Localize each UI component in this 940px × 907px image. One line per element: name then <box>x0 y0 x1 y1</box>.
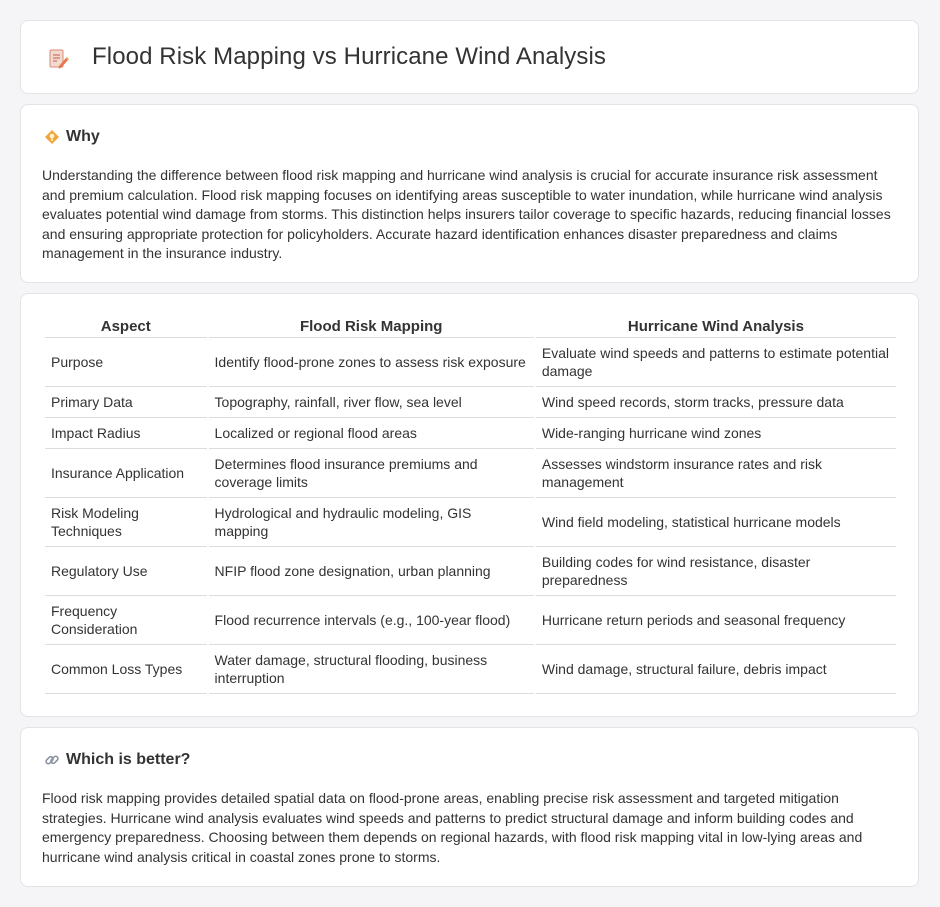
row-aspect: Primary Data <box>45 387 207 418</box>
better-heading: Which is better? <box>66 751 191 768</box>
page-title: Flood Risk Mapping vs Hurricane Wind Analysis <box>92 43 607 70</box>
row-hurricane: Evaluate wind speeds and patterns to estimate potential damage <box>536 338 896 387</box>
table-header-row <box>45 316 896 338</box>
table-row <box>45 596 896 645</box>
row-aspect: Regulatory Use <box>45 547 207 596</box>
document-pencil-icon <box>47 48 69 70</box>
row-aspect: Risk Modeling Techniques <box>45 498 207 547</box>
table-row <box>45 547 896 596</box>
table-row <box>45 498 896 547</box>
header-aspect: Aspect <box>45 316 207 338</box>
which-is-better-section <box>20 727 919 887</box>
better-heading-row <box>44 750 190 770</box>
row-aspect: Purpose <box>45 338 207 387</box>
row-hurricane: Building codes for wind resistance, disaster preparedness <box>536 547 896 596</box>
row-hurricane: Wide-ranging hurricane wind zones <box>536 418 896 449</box>
comparison-section <box>20 293 919 717</box>
row-flood: Flood recurrence intervals (e.g., 100-year flood) <box>209 596 534 645</box>
why-heading-row <box>44 127 100 147</box>
comparison-table <box>43 316 898 694</box>
better-text: Flood risk mapping provides detailed spatial data on flood-prone areas, enabling precise risk assessment and targeted mitigation strategies. Hurricane wind analysis evaluates wind speeds and patterns to predict structural damage and inform building codes and emergency preparedness. Choosing between them depends on regional hazards, with flood risk mapping vital in low-lying areas and hurricane wind analysis critical in coastal zones prone to storms. <box>42 790 863 865</box>
table-row <box>45 387 896 418</box>
row-aspect: Impact Radius <box>45 418 207 449</box>
row-aspect: Common Loss Types <box>45 645 207 694</box>
lightbulb-icon <box>44 129 60 145</box>
header-hurricane-wind-analysis: Hurricane Wind Analysis <box>536 316 896 338</box>
row-aspect: Frequency Consideration <box>45 596 207 645</box>
table-row <box>45 449 896 498</box>
row-flood: Localized or regional flood areas <box>209 418 534 449</box>
row-flood: Identify flood-prone zones to assess risk exposure <box>209 338 534 387</box>
row-hurricane: Hurricane return periods and seasonal frequency <box>536 596 896 645</box>
why-text: Understanding the difference between flood risk mapping and hurricane wind analysis is crucial for accurate insurance risk assessment and premium calculation. Flood risk mapping focuses on identifying areas susceptible to water inundation, while hurricane wind analysis evaluates potential wind damage from storms. This distinction helps insurers tailor coverage to specific hazards, reducing financial losses and ensuring appropriate protection for policyholders. Accurate hazard identification enhances disaster preparedness and claims management in the insurance industry. <box>42 167 891 261</box>
header-flood-risk-mapping: Flood Risk Mapping <box>209 316 534 338</box>
row-hurricane: Wind speed records, storm tracks, pressure data <box>536 387 896 418</box>
row-flood: Topography, rainfall, river flow, sea level <box>209 387 534 418</box>
title-card <box>20 20 919 94</box>
table-row <box>45 338 896 387</box>
row-flood: Water damage, structural flooding, business interruption <box>209 645 534 694</box>
row-hurricane: Assesses windstorm insurance rates and risk management <box>536 449 896 498</box>
row-flood: NFIP flood zone designation, urban planning <box>209 547 534 596</box>
row-flood: Determines flood insurance premiums and coverage limits <box>209 449 534 498</box>
table-row <box>45 418 896 449</box>
why-section <box>20 104 919 283</box>
row-hurricane: Wind field modeling, statistical hurricane models <box>536 498 896 547</box>
row-hurricane: Wind damage, structural failure, debris impact <box>536 645 896 694</box>
link-icon <box>44 752 60 768</box>
why-heading: Why <box>66 128 100 145</box>
row-flood: Hydrological and hydraulic modeling, GIS mapping <box>209 498 534 547</box>
table-row <box>45 645 896 694</box>
row-aspect: Insurance Application <box>45 449 207 498</box>
